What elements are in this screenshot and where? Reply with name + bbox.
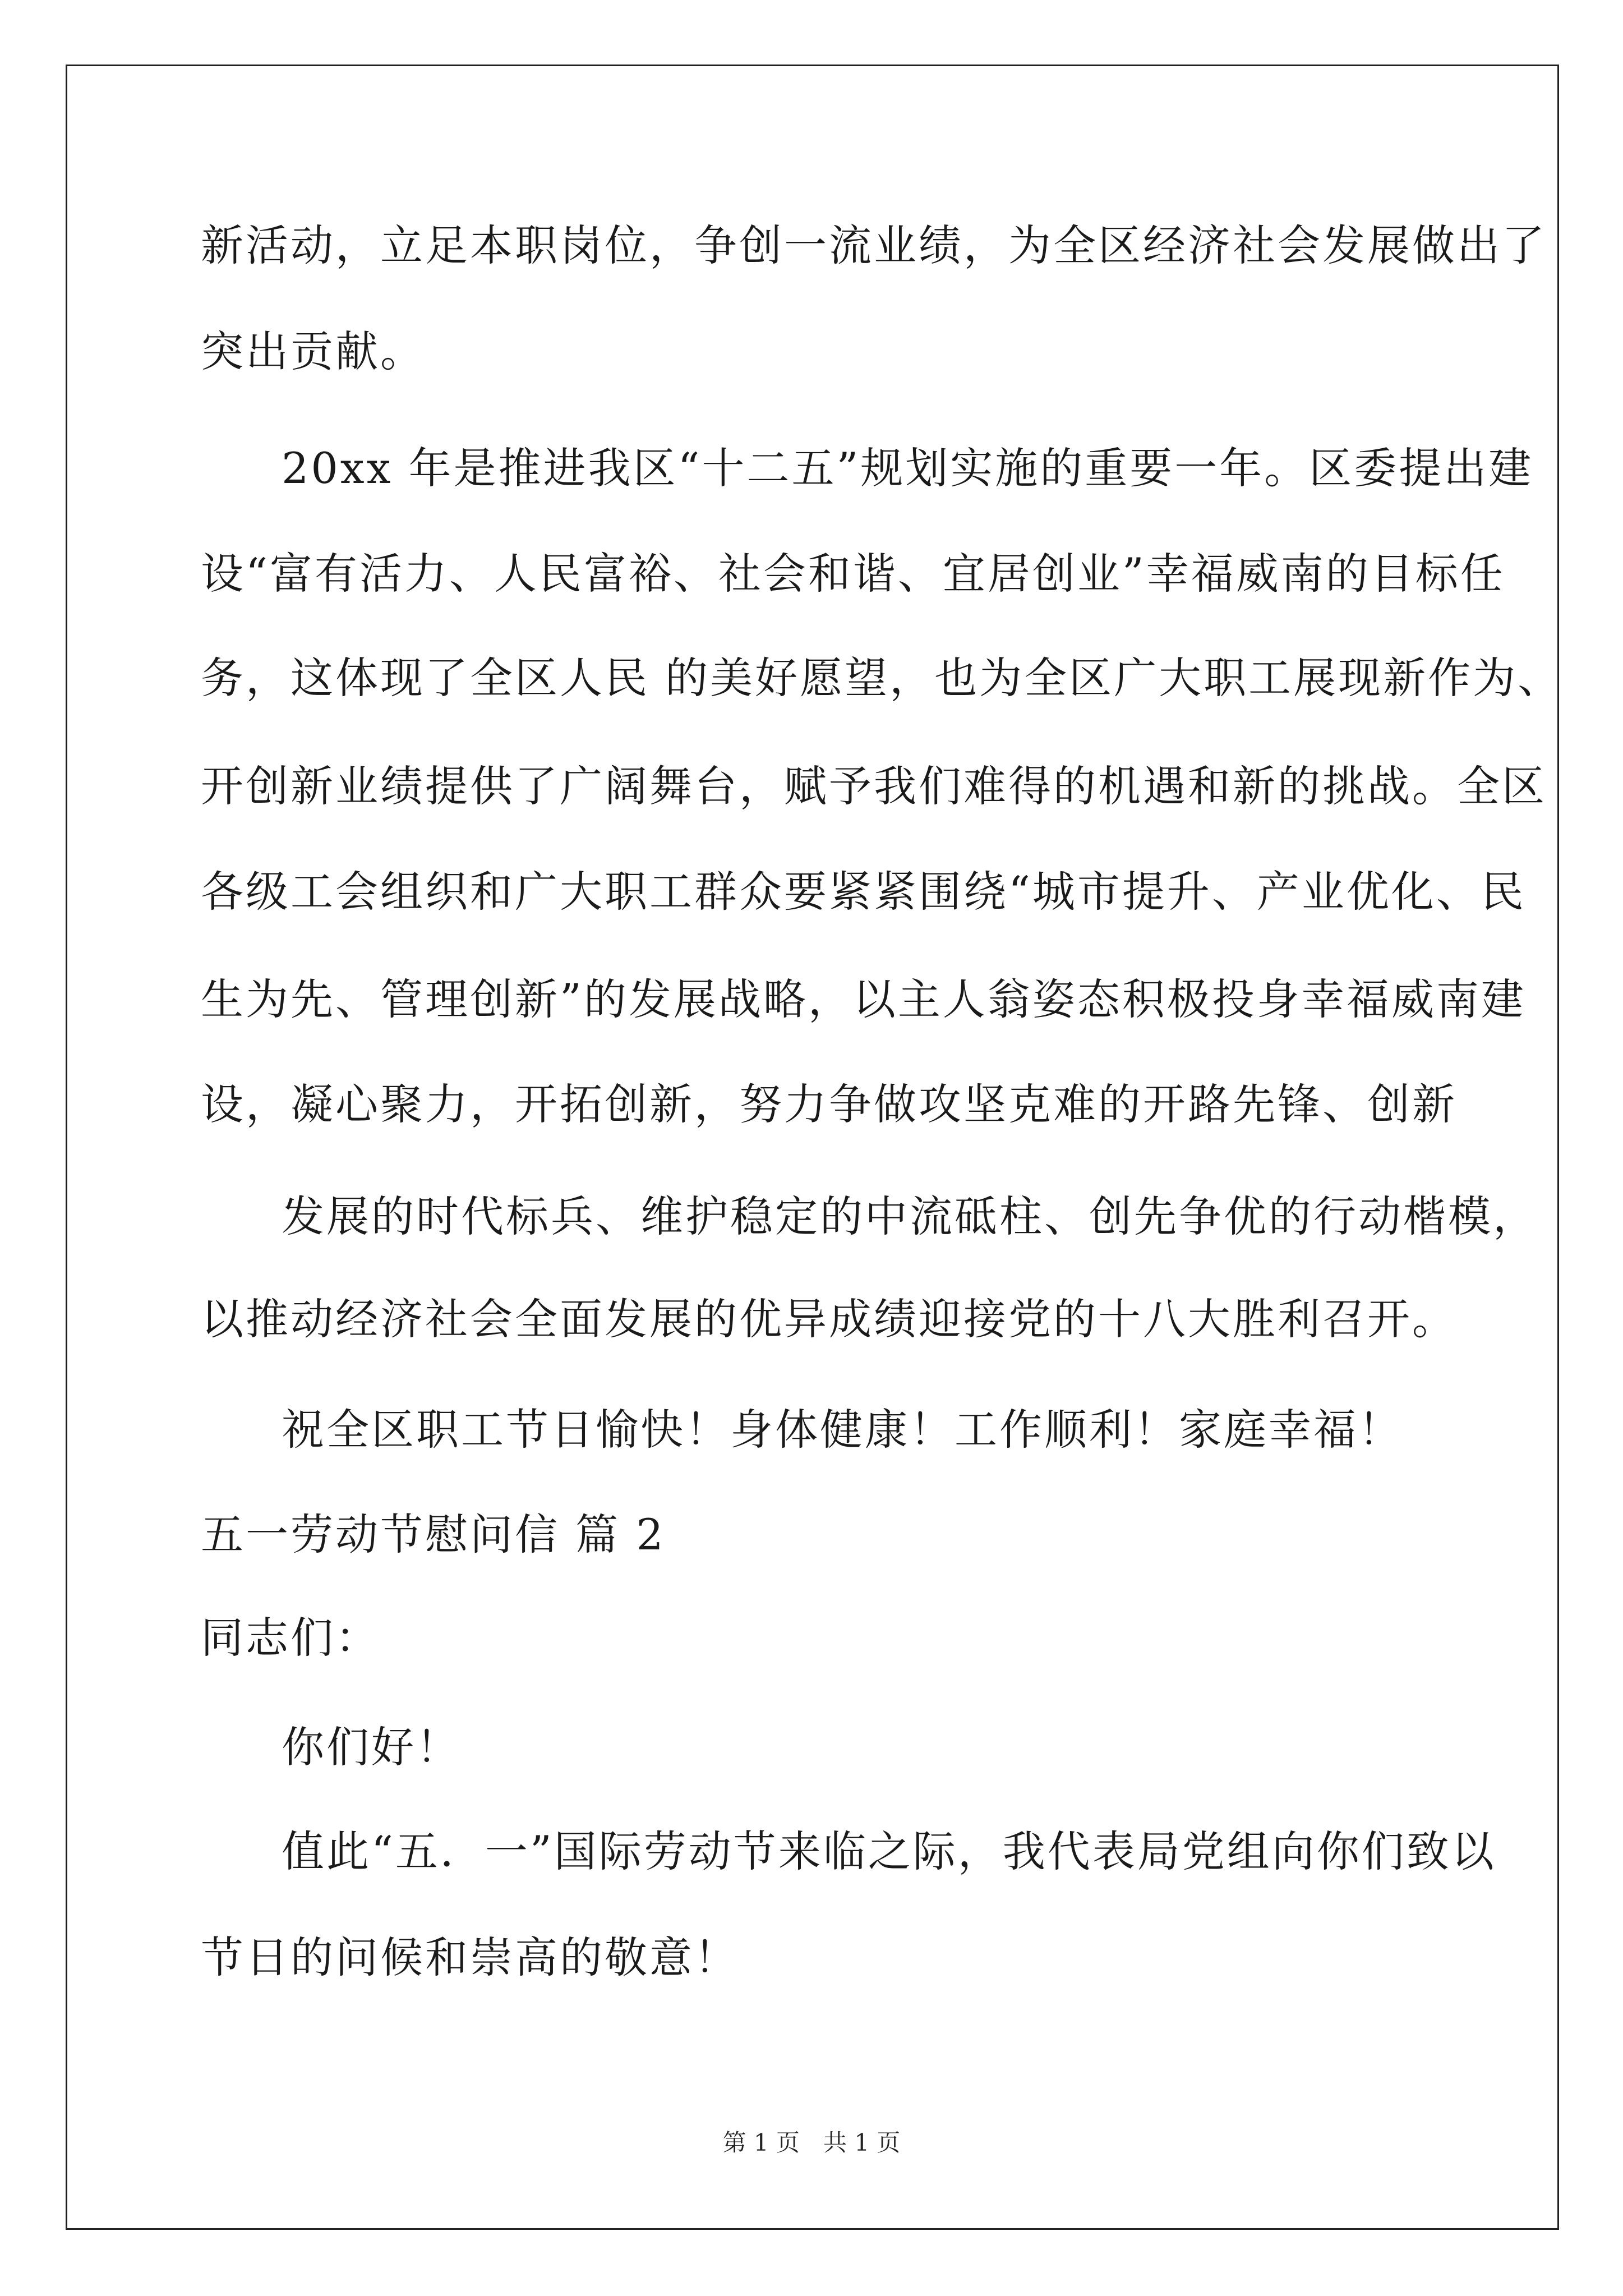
page-border [66,65,1559,2230]
paragraph-line: 开创新业绩提供了广阔舞台，赋予我们难得的机遇和新的挑战。全区 [201,761,1547,811]
closing-wish: 祝全区职工节日愉快！身体健康！工作顺利！家庭幸福！ [282,1405,1403,1455]
paragraph-line: 各级工会组织和广大职工群众要紧紧围绕“城市提升、产业优化、民 [201,867,1526,917]
paragraph-line: 设“富有活力、人民富裕、社会和谐、宜居创业”幸福威南的目标任 [201,549,1505,599]
paragraph-line: 新活动，立足本职岗位，争创一流业绩，为全区经济社会发展做出了 [201,220,1547,270]
paragraph-line: 突出贡献。 [201,326,425,376]
paragraph-line: 值此“五．一”国际劳动节来临之际，我代表局党组向你们致以 [282,1826,1496,1876]
paragraph-line: 20xx 年是推进我区“十二五”规划实施的重要一年。区委提出建 [282,443,1534,493]
paragraph-line: 生为先、管理创新”的发展战略，以主人翁姿态积极投身幸福威南建 [201,974,1526,1024]
paragraph-line: 务，这体现了全区人民 的美好愿望，也为全区广大职工展现新作为、 [201,653,1563,703]
page-number: 第 1 页 共 1 页 [722,2129,901,2156]
paragraph-line: 设，凝心聚力，开拓创新，努力争做攻坚克难的开路先锋、创新 [201,1079,1457,1129]
section-heading: 五一劳动节慰问信 篇 2 [201,1510,666,1559]
paragraph-line: 以推动经济社会全面发展的优异成绩迎接党的十八大胜利召开。 [201,1294,1457,1344]
greeting: 你们好！ [282,1722,461,1772]
paragraph-line: 发展的时代标兵、维护稳定的中流砥柱、创先争优的行动楷模， [282,1191,1538,1241]
paragraph-line: 节日的问候和崇高的敬意！ [201,1932,739,1982]
salutation: 同志们： [201,1613,380,1663]
